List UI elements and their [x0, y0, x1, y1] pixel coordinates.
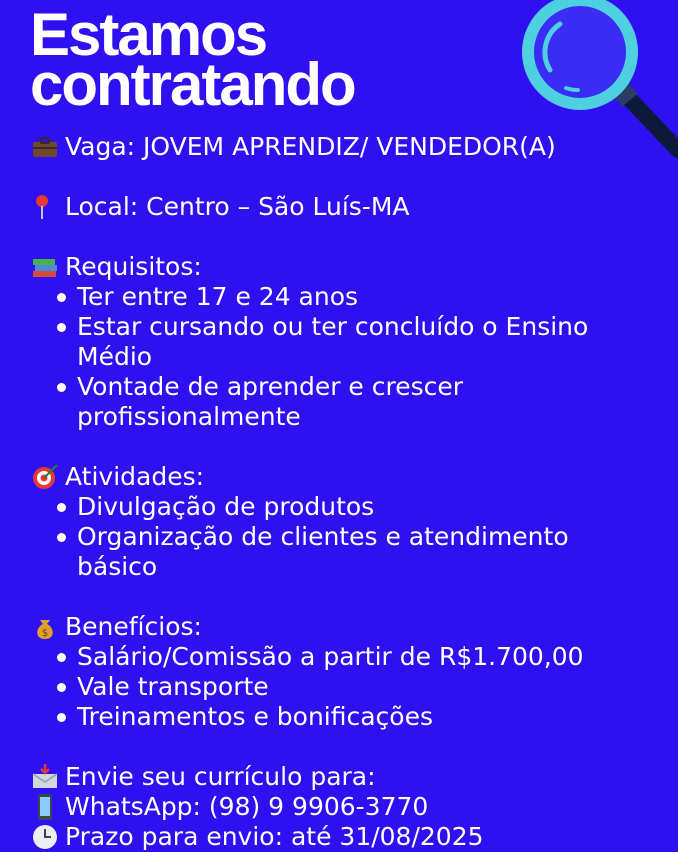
beneficios-heading [30, 612, 670, 642]
page-title [30, 1, 355, 118]
money-bag-icon [30, 612, 60, 642]
envie-text: Envie seu currículo para: [65, 762, 376, 791]
list-item: Salário/Comissão a partir de R$1.700,00 [30, 642, 670, 672]
title-line-1: Estamos [30, 1, 267, 68]
pushpin-icon [30, 192, 60, 222]
beneficios-heading-text: Benefícios: [65, 612, 202, 641]
target-icon [30, 462, 60, 492]
vaga-line [30, 132, 670, 162]
prazo-text: Prazo para envio: até 31/08/2025 [65, 822, 484, 851]
list-item: Organização de clientes e atendimento básico [30, 522, 670, 582]
list-item: Divulgação de produtos [30, 492, 670, 522]
atividades-heading-text: Atividades: [65, 462, 205, 491]
prazo-line [30, 822, 670, 852]
title-line-2: contratando [30, 51, 355, 118]
beneficios-list [30, 642, 670, 732]
books-icon [30, 252, 60, 282]
whatsapp-line [30, 792, 670, 822]
inbox-envelope-icon [30, 762, 60, 792]
list-item: Estar cursando ou ter concluído o Ensino Médio [30, 312, 670, 372]
local-line [30, 192, 670, 222]
requisitos-heading [30, 252, 670, 282]
whatsapp-text: WhatsApp: (98) 9 9906-3770 [65, 792, 429, 821]
job-details [30, 132, 670, 852]
list-item: Treinamentos e bonificações [30, 702, 670, 732]
atividades-heading [30, 462, 670, 492]
requisitos-list [30, 282, 670, 432]
atividades-list [30, 492, 670, 582]
list-item: Ter entre 17 e 24 anos [30, 282, 670, 312]
mobile-phone-icon [30, 792, 60, 822]
local-text: Local: Centro – São Luís-MA [65, 192, 410, 221]
vaga-text: Vaga: JOVEM APRENDIZ/ VENDEDOR(A) [65, 132, 556, 161]
clock-icon [30, 822, 60, 852]
requisitos-heading-text: Requisitos: [65, 252, 202, 281]
envie-line [30, 762, 670, 792]
briefcase-icon [30, 132, 60, 162]
svg-text:$: $ [41, 628, 49, 639]
list-item: Vale transporte [30, 672, 670, 702]
list-item: Vontade de aprender e crescer profissionalmente [30, 372, 670, 432]
